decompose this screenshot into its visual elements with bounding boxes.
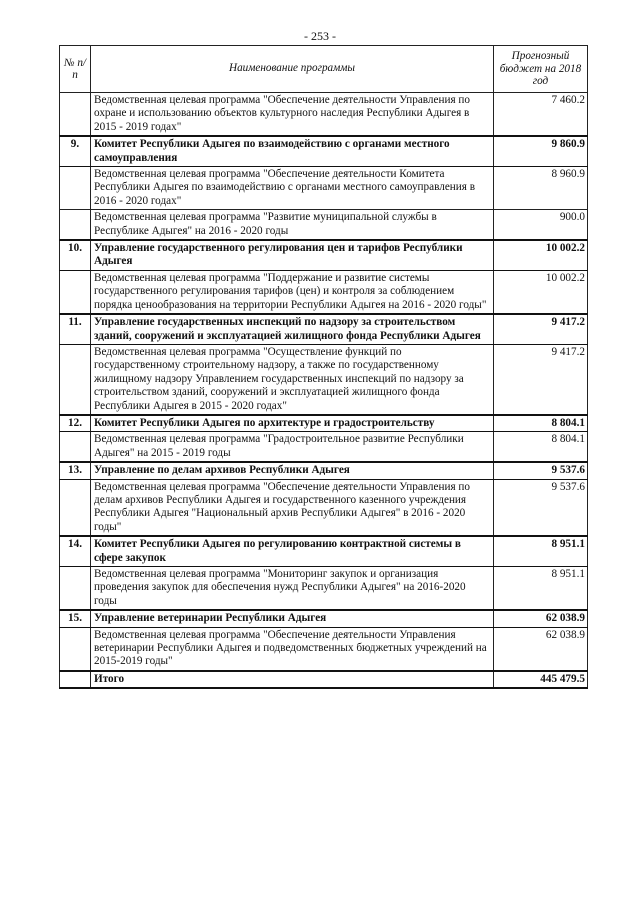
total-label: Итого <box>91 671 494 688</box>
program-name: Ведомственная целевая программа "Градостроительное развитие Республики Адыгея" на 2015 - 2019 годы <box>91 432 494 462</box>
program-row <box>60 432 588 462</box>
program-name: Ведомственная целевая программа "Развитие муниципальной службы в Республике Адыгея" на 2016 - 2020 годы <box>91 210 494 240</box>
budget-value: 62 038.9 <box>494 610 588 627</box>
budget-table <box>59 45 588 689</box>
row-number <box>60 93 91 137</box>
row-number: 12. <box>60 415 91 432</box>
budget-value: 8 804.1 <box>494 415 588 432</box>
group-name: Управление государственного регулирования цен и тарифов Республики Адыгея <box>91 240 494 270</box>
budget-value: 8 951.1 <box>494 536 588 566</box>
budget-value: 8 804.1 <box>494 432 588 462</box>
program-name: Ведомственная целевая программа "Обеспечение деятельности Управления ветеринарии Республики Адыгея и подведомственных бюджетных учреждений на 2015-2019 годы" <box>91 627 494 671</box>
row-number: 13. <box>60 462 91 479</box>
program-name: Ведомственная целевая программа "Обеспечение деятельности Управления по охране и использованию объектов культурного наследия Республики Адыгея в 2015 - 2019 годах" <box>91 93 494 137</box>
budget-value: 9 537.6 <box>494 479 588 536</box>
total-value: 445 479.5 <box>494 671 588 688</box>
budget-value: 7 460.2 <box>494 93 588 137</box>
row-number <box>60 432 91 462</box>
row-number <box>60 167 91 210</box>
row-number: 9. <box>60 136 91 166</box>
header-name: Наименование программы <box>91 46 494 93</box>
group-name: Управление государственных инспекций по надзору за строительством зданий, сооружений и эксплуатацией жилищного фонда Республики Адыгея <box>91 314 494 344</box>
row-number <box>60 479 91 536</box>
program-name: Ведомственная целевая программа "Обеспечение деятельности Комитета Республики Адыгея по взаимодействию с органами местного самоуправления в 2016 - 2020 годах" <box>91 167 494 210</box>
group-row <box>60 136 588 166</box>
program-row <box>60 567 588 611</box>
program-name: Ведомственная целевая программа "Поддержание и развитие системы государственного регулирования тарифов (цен) и контроля за соблюдением порядка ценообразования на территории Республики Адыгея на 2016 - 2020 годы" <box>91 270 494 314</box>
group-row <box>60 314 588 344</box>
group-name: Управление по делам архивов Республики Адыгея <box>91 462 494 479</box>
row-number <box>60 344 91 415</box>
header-num: № п/п <box>60 46 91 93</box>
group-name: Комитет Республики Адыгея по архитектуре и градостроительству <box>91 415 494 432</box>
budget-value: 9 860.9 <box>494 136 588 166</box>
program-row <box>60 627 588 671</box>
budget-value: 8 960.9 <box>494 167 588 210</box>
header-budget: Прогнозный бюджет на 2018 год <box>494 46 588 93</box>
group-row <box>60 610 588 627</box>
row-number <box>60 270 91 314</box>
group-row <box>60 415 588 432</box>
program-row <box>60 167 588 210</box>
program-row <box>60 210 588 240</box>
total-num-cell <box>60 671 91 688</box>
page-number: - 253 - <box>304 29 336 43</box>
budget-value: 62 038.9 <box>494 627 588 671</box>
budget-value: 9 417.2 <box>494 344 588 415</box>
table-body <box>60 93 588 689</box>
budget-value: 9 537.6 <box>494 462 588 479</box>
program-name: Ведомственная целевая программа "Мониторинг закупок и организация проведения закупок для обеспечения нужд Республики Адыгея" на 2016-2020 годы <box>91 567 494 611</box>
table-header-row <box>60 46 588 93</box>
budget-value: 8 951.1 <box>494 567 588 611</box>
group-row <box>60 536 588 566</box>
row-number: 11. <box>60 314 91 344</box>
budget-value: 10 002.2 <box>494 240 588 270</box>
program-row <box>60 479 588 536</box>
budget-value: 9 417.2 <box>494 314 588 344</box>
row-number <box>60 627 91 671</box>
budget-value: 900.0 <box>494 210 588 240</box>
program-name: Ведомственная целевая программа "Обеспечение деятельности Управления по делам архивов Республики Адыгея и государственного казенного учреждения Республики Адыгея "Национальный архив Республики Адыгея" в 2016 - 2020 годы" <box>91 479 494 536</box>
group-name: Комитет Республики Адыгея по взаимодействию с органами местного самоуправления <box>91 136 494 166</box>
total-row <box>60 671 588 688</box>
row-number <box>60 210 91 240</box>
program-name: Ведомственная целевая программа "Осуществление функций по государственному строительному надзору, а также по государственному жилищному надзору Управлением государственных инспекций по надзору за строительством зданий, сооружений и эксплуатацией жилищного фонда Республики Адыгея в 2015 - 2020 годах" <box>91 344 494 415</box>
program-row <box>60 344 588 415</box>
group-row <box>60 240 588 270</box>
group-name: Управление ветеринарии Республики Адыгея <box>91 610 494 627</box>
group-row <box>60 462 588 479</box>
row-number: 14. <box>60 536 91 566</box>
group-name: Комитет Республики Адыгея по регулированию контрактной системы в сфере закупок <box>91 536 494 566</box>
row-number: 10. <box>60 240 91 270</box>
program-row <box>60 270 588 314</box>
program-row <box>60 93 588 137</box>
budget-value: 10 002.2 <box>494 270 588 314</box>
row-number <box>60 567 91 611</box>
row-number: 15. <box>60 610 91 627</box>
